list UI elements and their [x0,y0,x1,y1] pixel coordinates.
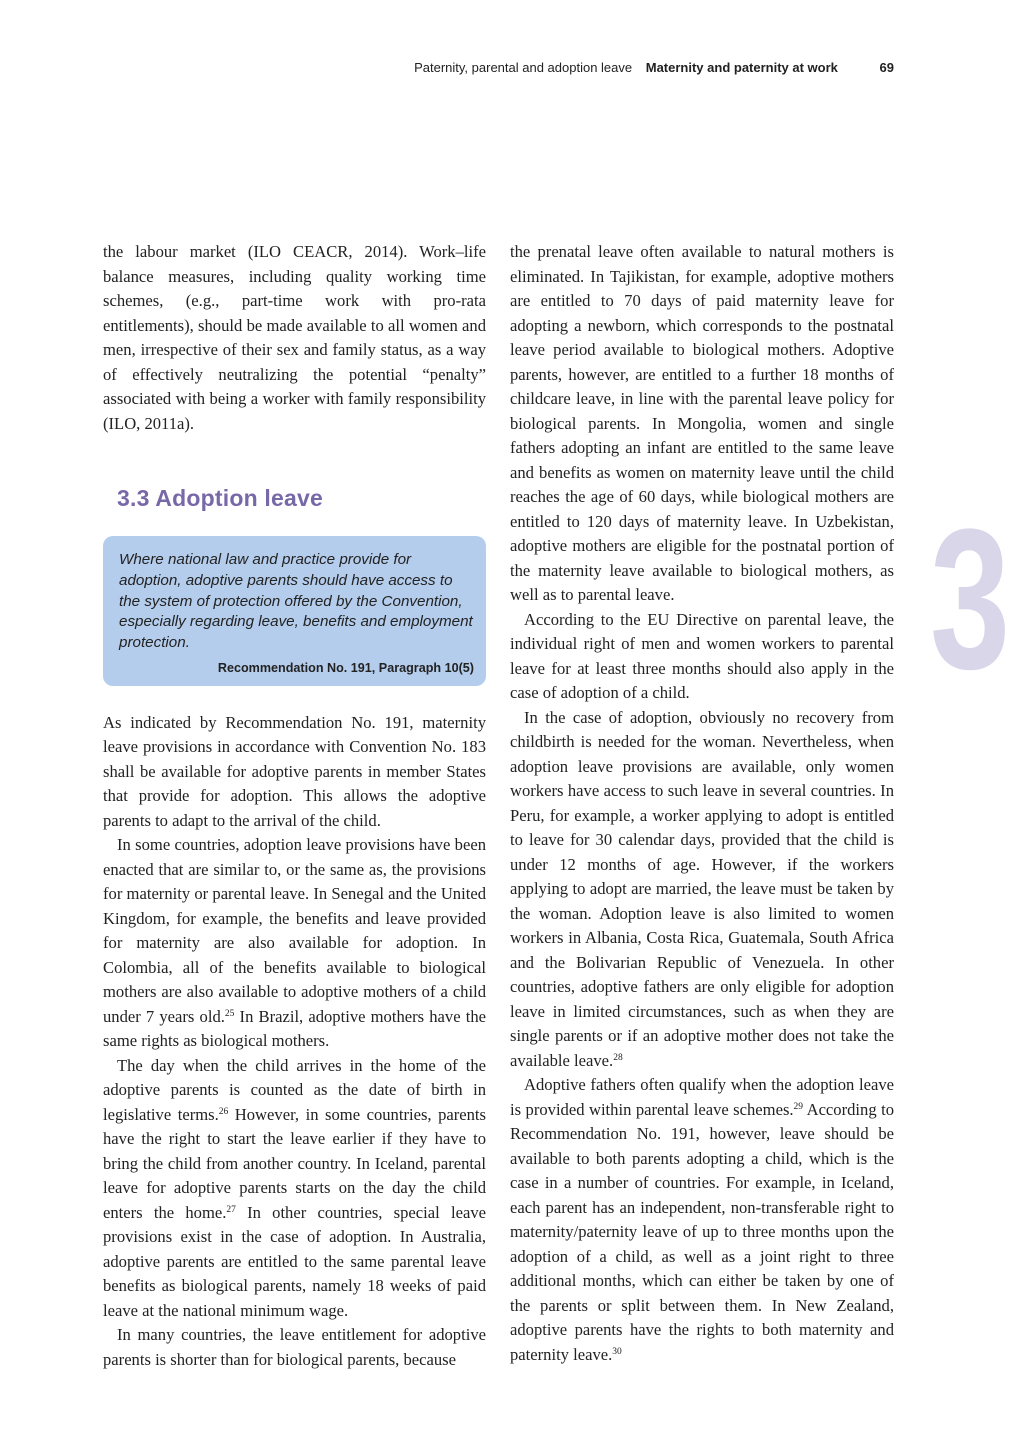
section-heading: 3.3 Adoption leave [117,485,323,511]
footnote-ref[interactable]: 30 [612,1346,622,1357]
footnote-ref[interactable]: 28 [613,1052,623,1063]
footnote-ref[interactable]: 25 [224,1008,235,1019]
body-paragraph [510,1073,894,1367]
text-run: In the case of adoption, obviously no recovery from childbirth is needed for the woman. Nevertheless, when adoption leave provisions are available, only women workers have access to such leave in several countries. In Peru, for example, a worker applying to adopt is entitled to leave for 30 calendar days, provided that the child is under 12 months of age. However, if the workers applying to adopt are married, the leave must be taken by the woman. Adoption leave is also limited to women workers in Albania, Costa Rica, Guatemala, South Africa and the Bolivarian Republic of Venezuela. In other countries, adoptive fathers are only eligible for adoption leave in limited circumstances, such as when they are single parents or if an adoptive mother does not take the available leave. [510,707,894,1070]
intro-paragraph: the labour market (ILO CEACR, 2014). Work–life balance measures, including quality working time schemes, (e.g., part-time work with pro-rata entitlements), should be made available to all women and men, irrespective of their sex and family status, as a way of effectively neutralizing the potential “penalty” associated with being a worker with family responsibility (ILO, 2011a). [103,242,486,433]
running-header [414,60,894,75]
body-paragraph: the prenatal leave often available to natural mothers is eliminated. In Tajikistan, for example, adoptive mothers are entitled to 70 days of paid maternity leave for adopting a newborn, which corresponds to the postnatal leave period available to biological mothers. Adoptive parents, however, are entitled to a further 18 months of childcare leave, in line with the parental leave policy for biological parents. In Mongolia, women and single fathers adopting an infant are entitled to the same leave and benefits as women on maternity leave until the child reaches the age of 60 days, while biological mothers are entitled to 120 days of maternity leave. In Uzbekistan, adoptive mothers are eligible for the postnatal portion of the maternity leave available to biological mothers, as well as to parental leave. [510,242,894,604]
right-column [510,240,894,1367]
text-run: In other countries, special leave provisions exist in the case of adoption. In Australia, adoptive parents are entitled to the same parental leave benefits as biological parents, namely 18 weeks of paid leave at the national minimum wage. [103,1202,486,1320]
body-paragraph [510,706,894,1074]
text-run: In Brazil, adoptive mothers have the same rights as biological mothers. [103,1006,486,1051]
quote-box [103,536,486,686]
left-column [103,240,486,1372]
text-run: The day when the child arrives in the home of the adoptive parents is counted as the date of birth in legislative terms. [103,1055,486,1124]
body-paragraph [103,833,486,1054]
quote-source: Recommendation No. 191, Paragraph 10(5) [217,660,474,675]
body-paragraph [103,1054,486,1324]
body-paragraph: In many countries, the leave entitlement for adoptive parents is shorter than for biological parents, because [103,1325,486,1369]
footnote-ref[interactable]: 26 [218,1106,229,1117]
header-section-title: Paternity, parental and adoption leave [414,60,633,75]
text-run: According to Recommendation No. 191, however, leave should be available to both parents adopting a child, which is the case in a number of countries. For example, in Iceland, each parent has an independent, non-transferable right to maternity/paternity leave of up to three months upon the adoption of a child, as well as a joint right to three additional months, which can either be taken by one of the parents or split between them. In New Zealand, adoptive parents have the rights to both maternity and paternity leave. [510,1099,894,1364]
footnote-ref[interactable]: 29 [793,1101,804,1112]
footnote-ref[interactable]: 27 [226,1204,236,1215]
text-run: In some countries, adoption leave provisions have been enacted that are similar to, or the same as, the provisions for maternity or parental leave. In Senegal and the United Kingdom, for example, the benefits and leave provided for maternity are also available for adoption. In Colombia, all of the benefits available to biological mothers are also available to adoptive mothers of a child under 7 years old. [103,835,486,1026]
body-paragraph: As indicated by Recommendation No. 191, maternity leave provisions in accordance with Convention No. 183 shall be available for adoptive parents in member States that provide for adoption. This allows the adoptive parents to adapt to the arrival of the child. [103,712,486,830]
text-run: Adoptive fathers often qualify when the adoption leave is provided within parental leave schemes. [510,1075,894,1119]
page-number: 69 [879,60,894,75]
text-run: However, in some countries, parents have the right to start the leave earlier if they have to bring the child from another country. In Iceland, parental leave for adoptive parents starts on the day the child enters the home. [103,1104,486,1222]
quote-text: Where national law and practice provide for adoption, adoptive parents should have access to the system of protection offered by the Convention, especially regarding leave, benefits and employment protection. [119,551,473,652]
body-paragraph: According to the EU Directive on parental leave, the individual right of men and women workers to parental leave for at least three months should also apply in the case of adoption of a child. [510,609,894,702]
header-book-title: Maternity and paternity at work [645,60,838,75]
chapter-marker: 3 [930,488,1011,711]
